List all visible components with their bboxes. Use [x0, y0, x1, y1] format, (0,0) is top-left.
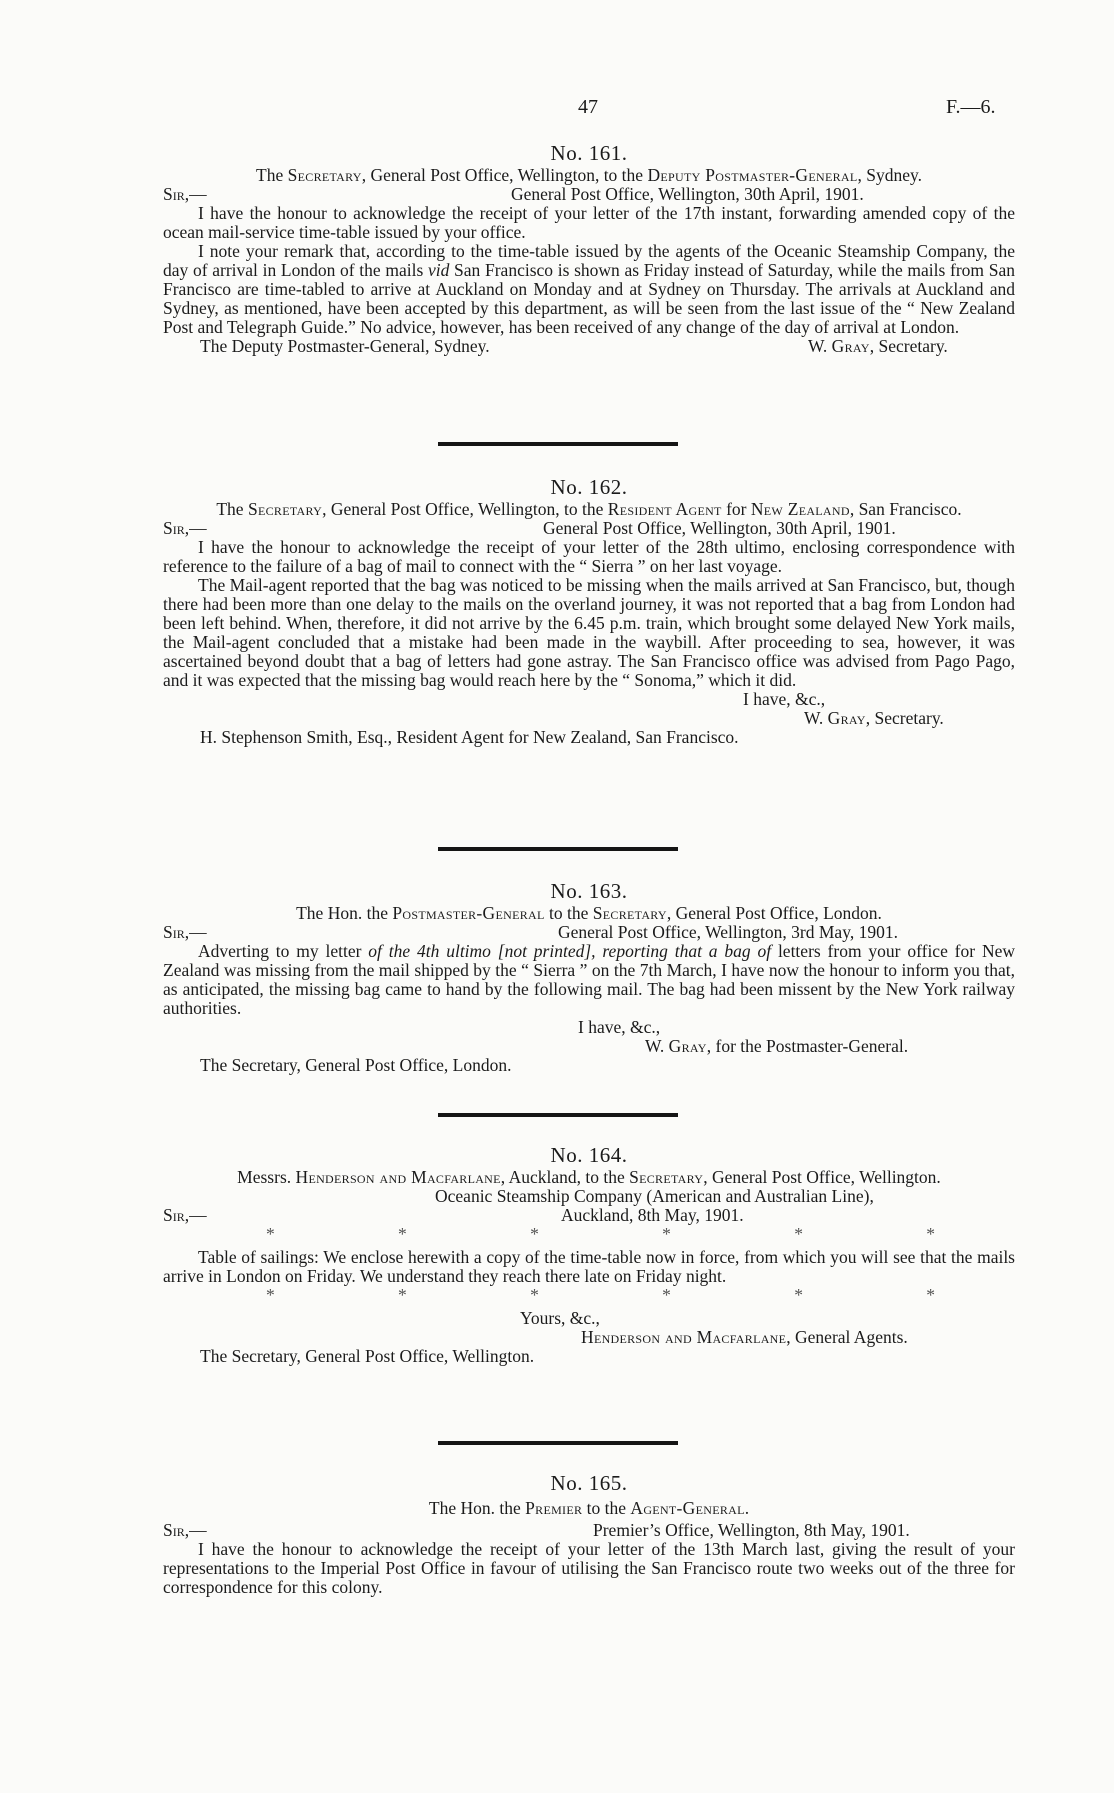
letter-161 [163, 140, 1015, 356]
salutation-row [163, 519, 1015, 538]
paragraph: I have the honour to acknowledge the receipt of your letter of the 17th instant, forwarding amended copy of the ocean mail-service time-table issued by your office. [163, 203, 1015, 242]
letter-heading [163, 904, 1015, 923]
salutation-row [163, 923, 1015, 942]
text-run: The [216, 499, 248, 519]
text-run: , General Agents. [786, 1327, 908, 1347]
addressee: The Secretary, General Post Office, Wellington. [200, 1346, 535, 1366]
place-date: General Post Office, Wellington, 30th April, 1901. [511, 184, 864, 204]
letter-number: No. 164. [550, 1143, 628, 1167]
section-divider [438, 442, 678, 446]
salutation-row [163, 185, 1015, 204]
letter-heading [163, 166, 1015, 185]
text-run: Resident Agent [607, 499, 722, 519]
paragraph: I have the honour to acknowledge the receipt of your letter of the 28th ultimo, enclosing correspondence with reference to the failure of a bag of mail to connect with the “ Sierra ” on her last voyage. [163, 537, 1015, 576]
text-run: , Auckland, to the [500, 1167, 630, 1187]
paragraph: Table of sailings: We enclose herewith a copy of the time-table now in force, from which you will see that the mails arrive in London on Friday. We understand they reach there late on Friday night. [163, 1247, 1015, 1286]
closing: Yours, &c., [520, 1308, 600, 1328]
ellipsis-stars [163, 1286, 1015, 1305]
text-run: W. [804, 708, 828, 728]
text-run: Gray [827, 708, 866, 728]
letter-165 [163, 1470, 1015, 1597]
text-run: , General Post Office, London. [666, 903, 882, 923]
closing: I have, &c., [743, 689, 826, 709]
star: * [266, 1224, 275, 1244]
addressee: H. Stephenson Smith, Esq., Resident Agent for New Zealand, San Francisco. [200, 727, 739, 747]
text-run: , General Post Office, Wellington. [703, 1167, 941, 1187]
place-date: General Post Office, Wellington, 30th April, 1901. [543, 518, 896, 538]
text-run: Premier [525, 1498, 583, 1518]
place-date: Premier’s Office, Wellington, 8th May, 1901. [593, 1520, 910, 1540]
letter-heading [163, 500, 1015, 519]
paragraph: Adverting to my letter of the 4th ultimo [not printed], reporting that a bag of letters from your office for New Zealand was missing from the mail shipped by the “ Sierra ” on the 7th March, I have now the honour to inform you that, as anticipated, the missing bag came to hand by the following mail. The bag had been missent by the New York railway authorities. [163, 941, 1015, 1018]
text-run: for [721, 499, 751, 519]
text-run: , Secretary. [869, 336, 948, 356]
text-run: , Secretary. [865, 708, 944, 728]
text-run: The [256, 165, 288, 185]
italic-phrase: of the 4th ultimo [not printed], reporting that a bag of [368, 941, 772, 961]
signature [808, 337, 948, 356]
letter-164 [163, 1142, 1015, 1366]
text-run: Secretary [287, 165, 362, 185]
text-run: Secretary [247, 499, 323, 519]
addressee: The Secretary, General Post Office, London. [200, 1055, 512, 1075]
text-run: W. [808, 336, 832, 356]
paragraph: The Mail-agent reported that the bag was noticed to be missing when the mails arrived at San Francisco, but, though there had been more than one delay to the mails on the overland journey, it was not reported that a bag from London had been left behind. When, therefore, it did not arrive by the 6.45 p.m. train, which brought some delayed New York mails, the Mail-agent concluded that a mistake had been made in the waybill. After proceeding to sea, however, it was ascertained beyond doubt that a bag of letters had gone astray. The San Francisco office was advised from Pago Pago, and it was expected that the missing bag would reach here by the “ Sonoma,” which it did. [163, 575, 1015, 690]
section-divider [438, 1441, 678, 1445]
star: * [794, 1224, 803, 1244]
star: * [398, 1285, 407, 1305]
paragraph: I have the honour to acknowledge the receipt of your letter of the 13th March last, giving the result of your representations to the Imperial Post Office in favour of utilising the San Francisco route two weeks out of the three for correspondence for this colony. [163, 1539, 1015, 1597]
place-date: Auckland, 8th May, 1901. [561, 1205, 744, 1225]
signature [163, 709, 1015, 728]
text-run: Secretary [592, 903, 667, 923]
text-run: Henderson and Macfarlane [295, 1167, 501, 1187]
place-date: General Post Office, Wellington, 3rd May, 1901. [558, 922, 898, 942]
salutation-row [163, 1521, 1015, 1540]
signature [163, 1328, 1015, 1347]
salutation-row [163, 1206, 1015, 1225]
text-run: Deputy Postmaster-General [647, 165, 858, 185]
text-run: , Sydney. [857, 165, 922, 185]
section-divider [438, 847, 678, 851]
star: * [794, 1285, 803, 1305]
letter-163 [163, 878, 1015, 1075]
text-run: Henderson and Macfarlane [581, 1327, 787, 1347]
star: * [662, 1224, 671, 1244]
salutation: Sir,— [163, 518, 207, 538]
text-run: , for the Postmaster-General. [706, 1036, 909, 1056]
star: * [398, 1224, 407, 1244]
signature [163, 1037, 1015, 1056]
closing: I have, &c., [578, 1017, 661, 1037]
text-run: , General Post Office, Wellington, to the [322, 499, 608, 519]
page-number: 47 [578, 96, 598, 118]
letter-number: No. 163. [550, 879, 628, 903]
text-run: Gray [668, 1036, 707, 1056]
text-run: Messrs. [237, 1167, 296, 1187]
paragraph: I note your remark that, according to the time-table issued by the agents of the Oceanic Steamship Company, the day of arrival in London of the mails vid San Francisco is shown as Friday instead of Saturday, while the mails from San Francisco are time-tabled to arrive at Auckland on Monday and at Sydney on Thursday. The arrivals at Auckland and Sydney, as mentioned, have been accepted by this department, as will be seen from the last issue of the “ New Zealand Post and Telegraph Guide.” No advice, however, has been received of any change of the day of arrival at London. [163, 241, 1015, 337]
star: * [662, 1285, 671, 1305]
closing-row [163, 337, 1015, 356]
text-run: W. [645, 1036, 669, 1056]
text-run: , San Francisco. [849, 499, 962, 519]
page-header [0, 98, 1114, 124]
salutation: Sir,— [163, 1205, 207, 1225]
text-run: The Hon. the [428, 1498, 526, 1518]
text-run: to the [544, 903, 593, 923]
letter-number: No. 161. [550, 141, 628, 165]
text-run: to the [582, 1498, 631, 1518]
document-reference: F.—6. [946, 96, 996, 118]
salutation: Sir,— [163, 922, 207, 942]
letter-heading [163, 1168, 1015, 1187]
salutation: Sir,— [163, 1520, 207, 1540]
star: * [926, 1285, 935, 1305]
text-run: New Zealand [750, 499, 850, 519]
section-divider [438, 1113, 678, 1117]
text-run: Secretary [629, 1167, 704, 1187]
letter-number: No. 162. [550, 475, 628, 499]
text-run: , General Post Office, Wellington, to the [361, 165, 648, 185]
star: * [530, 1285, 539, 1305]
letter-heading [163, 1499, 1015, 1518]
star: * [926, 1224, 935, 1244]
addressee: The Deputy Postmaster-General, Sydney. [200, 336, 490, 356]
letter-162 [163, 474, 1015, 747]
place-line: Oceanic Steamship Company (American and Australian Line), [435, 1186, 874, 1206]
text-run: The Hon. the [296, 903, 393, 923]
salutation: Sir,— [163, 184, 207, 204]
ellipsis-stars [163, 1225, 1015, 1244]
text-run: Gray [831, 336, 870, 356]
text-run: Postmaster-General [392, 903, 545, 923]
letter-number: No. 165. [550, 1471, 628, 1495]
star: * [530, 1224, 539, 1244]
text-run: Agent-General [630, 1498, 745, 1518]
text-run: . [744, 1498, 750, 1518]
star: * [266, 1285, 275, 1305]
italic-word: vid [427, 260, 450, 280]
